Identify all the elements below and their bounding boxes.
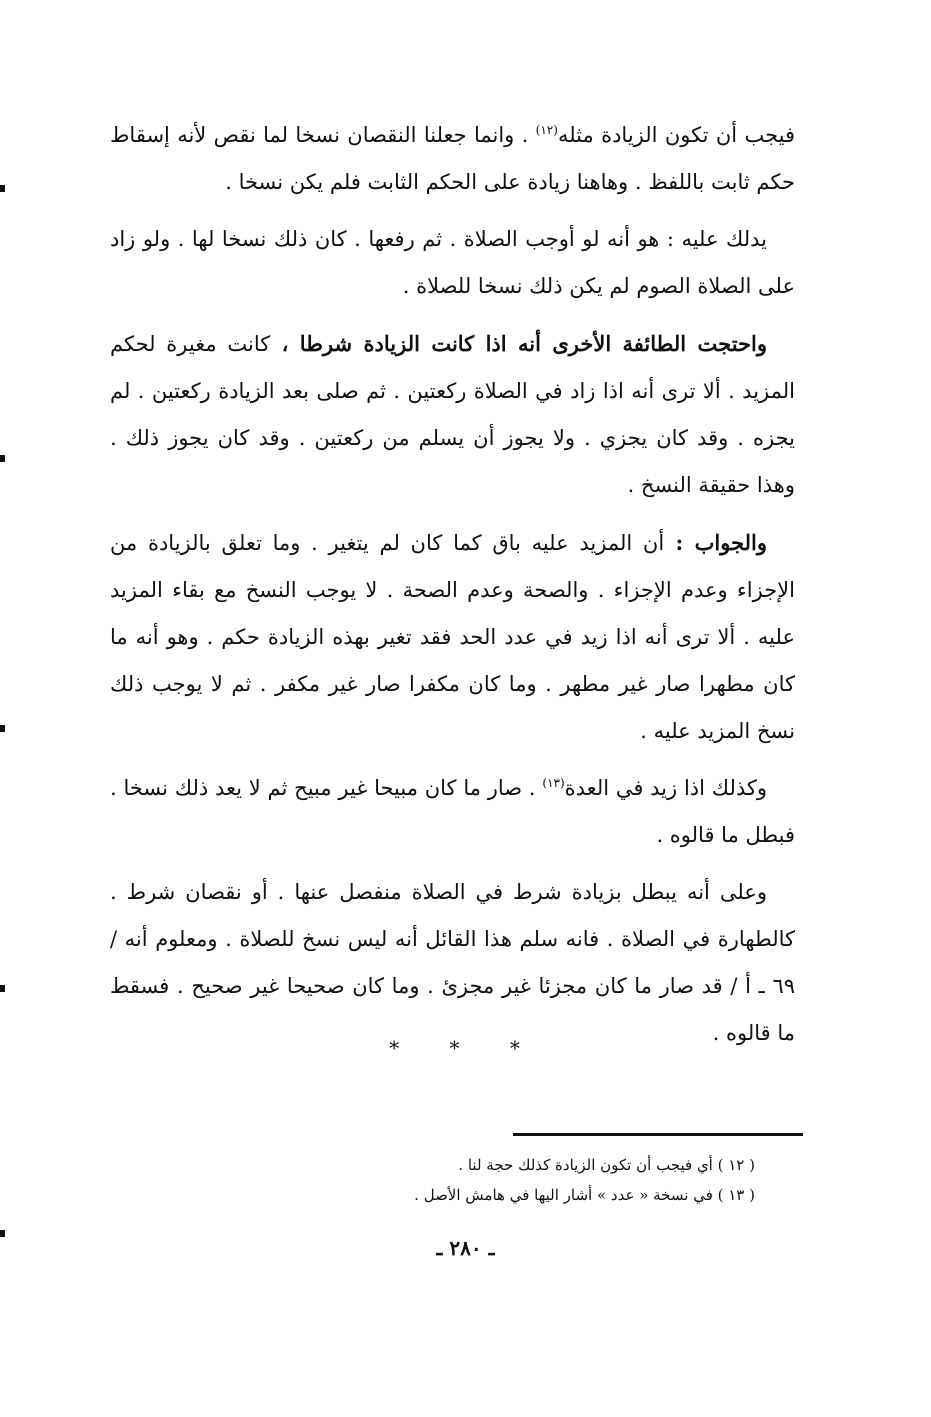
- paragraph-1: [110, 112, 795, 206]
- footnote-ref-12: (١٢): [535, 123, 558, 137]
- answer-heading-bold: والجواب :: [664, 530, 767, 555]
- page-number: ـ ٢٨٠ ـ: [436, 1236, 495, 1260]
- paragraph-3: [110, 320, 795, 509]
- scan-edge-mark: [0, 185, 5, 192]
- paragraph-6: [110, 869, 795, 1057]
- paragraph-text: يدلك عليه : هو أنه لو أوجب الصلاة . ثم رفعها . كان ذلك نسخا لها . ولو زاد على الصلاة الصوم لم يكن ذلك نسخا للصلاة .: [110, 227, 795, 298]
- scan-edge-mark: [0, 985, 5, 992]
- body-text: [110, 112, 795, 1067]
- footnote-divider: [513, 1133, 803, 1136]
- paragraph-text: أن المزيد عليه باق كما كان لم يتغير . وما تعلق بالزيادة من الإجزاء وعدم الإجزاء . والصحة وعدم الصحة . لا يوجب النسخ مع بقاء المزيد عليه . ألا ترى أنه اذا زيد في عدد الحد فقد تغير بهذه الزيادة حكم . وهو أنه ما كان مطهرا صار غير مطهر . وما كان مكفرا صار غير مكفر . ثم لا يوجب ذلك نسخ المزيد عليه .: [110, 531, 795, 743]
- paragraph-text: وعلى أنه يبطل بزيادة شرط في الصلاة منفصل عنها . أو نقصان شرط . كالطهارة في الصلاة . فانه سلم هذا القائل أنه ليس نسخ للصلاة . ومعلوم أنه / ٦٩ ـ أ / قد صار ما كان مجزئا غير مجزئ . وما كان صحيحا غير صحيح . فسقط ما قالوه .: [110, 880, 795, 1045]
- paragraph-text: فيجب أن تكون الزيادة مثله: [557, 123, 795, 147]
- footnote-ref-13: (١٣): [542, 776, 565, 790]
- paragraph-4: [110, 519, 795, 755]
- scan-edge-mark: [0, 1230, 5, 1237]
- section-separator: * * *: [389, 1036, 542, 1060]
- scan-edge-mark: [0, 455, 5, 462]
- paragraph-text: . وانما جعلنا النقصان نسخا لما نقص لأنه إسقاط حكم ثابت باللفظ . وهاهنا زيادة على الحكم الثابت فلم يكن نسخا .: [110, 123, 795, 194]
- footnotes: [300, 1150, 755, 1210]
- paragraph-heading-bold: واحتجت الطائفة الأخرى أنه اذا كانت الزيادة شرطا ،: [270, 331, 768, 356]
- footnote-12: ( ١٢ ) أي فيجب أن تكون الزيادة كذلك حجة لنا .: [458, 1156, 755, 1174]
- paragraph-text: . صار ما كان مبيحا غير مبيح ثم لا يعد ذلك نسخا . فبطل ما قالوه .: [110, 776, 795, 847]
- paragraph-2: [110, 216, 795, 310]
- paragraph-text: وكذلك اذا زيد في العدة: [564, 776, 767, 800]
- scan-edge-mark: [0, 725, 5, 732]
- paragraph-5: [110, 765, 795, 859]
- footnote-13: ( ١٣ ) في نسخة « عدد » أشار اليها في هامش الأصل .: [414, 1186, 755, 1204]
- paragraph-text: كانت مغيرة لحكم المزيد . ألا ترى أنه اذا زاد في الصلاة ركعتين . ثم صلى بعد الزيادة ركعتين . لم يجزه . وقد كان يجزي . ولا يجوز أن يسلم من ركعتين . وقد كان يجوز ذلك . وهذا حقيقة النسخ .: [110, 332, 795, 497]
